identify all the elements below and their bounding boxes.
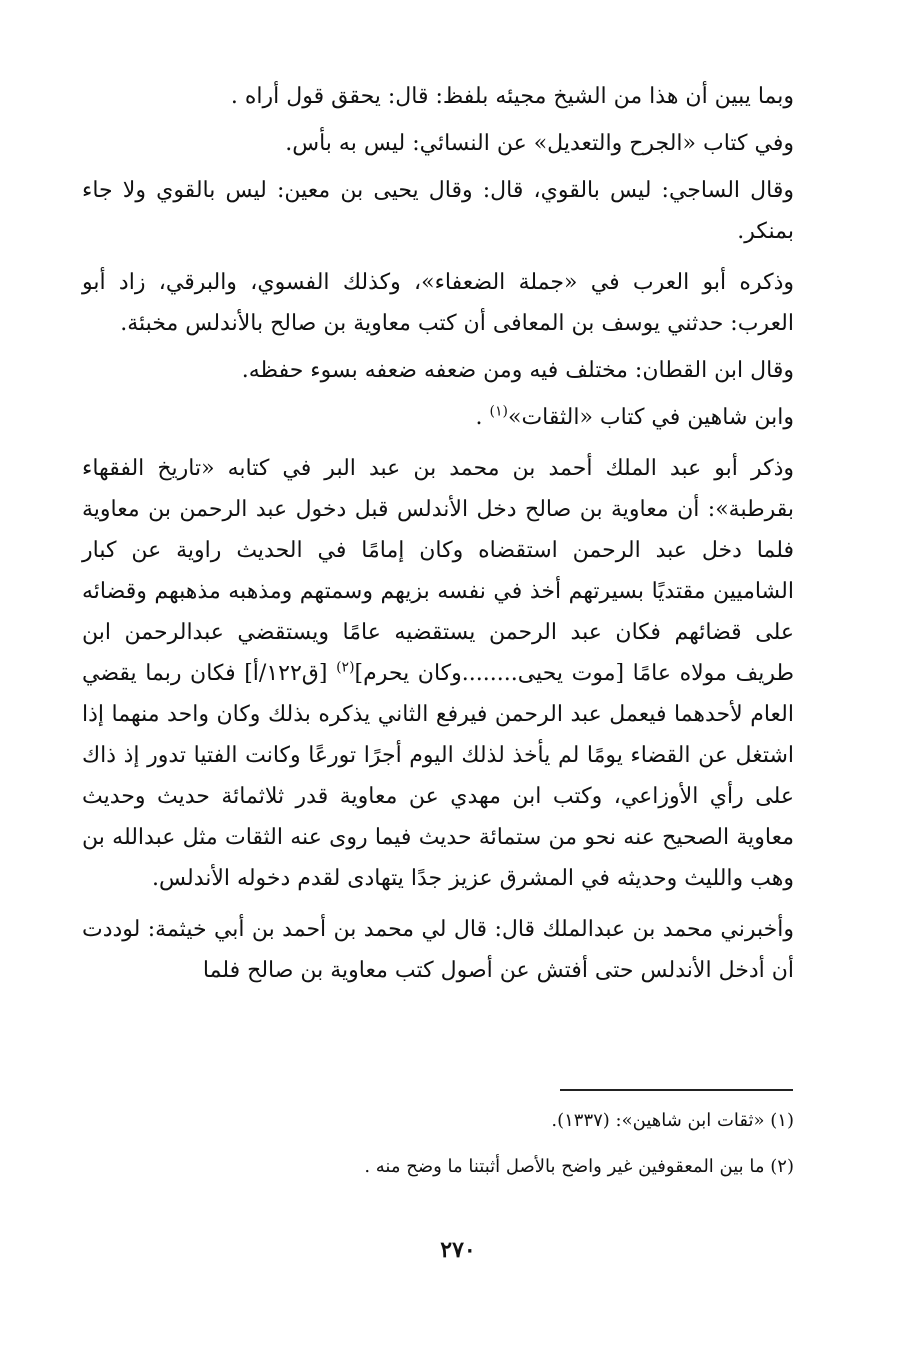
paragraph-7-continued: فكان ربما يقضي العام لأحدهما فيعمل عبد الرحمن فيرفع الثاني يذكره بذلك وكان واحد منهما إذا اشتغل عن القضاء يومًا لم يأخذ لذلك اليوم أجرًا تورعًا وكانت الفتيا تدور إذ ذاك على رأي الأوزاعي، وكتب ابن مهدي عن معاوية قدر ثلاثمائة حديث وحديث معاوية الصحيح عنه نحو من ستمائة حديث فيما روى عنه الثقات مثل عبدالله بن وهب والليث وحديثه في المشرق عزيز جدًا يتهادى لقدم دخوله الأندلس.	[82, 661, 794, 891]
paragraph-6	[82, 397, 794, 438]
paragraph-5: وقال ابن القطان: مختلف فيه ومن ضعفه ضعفه بسوء حفظه.	[241, 358, 794, 383]
footnote-1	[200, 1106, 794, 1136]
paragraph-4: وذكره أبو العرب في «جملة الضعفاء»، وكذلك الفسوي، والبرقي، زاد أبو العرب: حدثني يوسف بن المعافى أن كتب معاوية بن صالح بالأندلس مخبئة.	[82, 270, 794, 336]
paragraph-3: وقال الساجي: ليس بالقوي، قال: وقال يحيى بن معين: ليس بالقوي ولا جاء بمنكر.	[82, 178, 794, 244]
footnote-1-text: «ثقات ابن شاهين»: (١٣٣٧).	[551, 1110, 765, 1131]
footnote-2	[200, 1152, 794, 1182]
footnote-divider	[560, 1089, 793, 1091]
footnote-2-marker: (٢)	[770, 1156, 794, 1177]
footnote-2-text: ما بين المعقوفين غير واضح بالأصل أثبتنا ما وضح منه .	[364, 1156, 765, 1177]
paragraph-6-end: .	[475, 405, 483, 430]
manuscript-folio-mark: [ق١٢٢/أ]	[244, 661, 328, 686]
paragraph-2: وفي كتاب «الجرح والتعديل» عن النسائي: ليس به بأس.	[285, 131, 794, 156]
main-text	[82, 76, 794, 991]
footnote-1-marker: (١)	[770, 1110, 794, 1131]
paragraph-6-text: وابن شاهين في كتاب «الثقات»	[508, 405, 794, 430]
paragraph-1: وبما يبين أن هذا من الشيخ مجيئه بلفظ: قال: يحقق قول أراه .	[230, 84, 794, 109]
footnote-ref-2: (٢)	[336, 659, 355, 676]
footnote-ref-1: (١)	[489, 403, 508, 420]
paragraph-7-text: وذكر أبو عبد الملك أحمد بن محمد بن عبد البر في كتابه «تاريخ الفقهاء بقرطبة»: أن معاوية بن صالح دخل الأندلس قبل دخول عبد الرحمن بن معاوية فلما دخل عبد الرحمن استقضاه وكان إمامًا في الحديث راوية عن كبار الشاميين مقتديًا بسيرتهم أخذ في نفسه بزيهم وسمتهم ومذهبه مذهبهم وقضائه على قضائهم فكان عبد الرحمن يستقضيه عامًا ويستقضي عبدالرحمن ابن طريف مولاه عامًا [موت يحيى........وكان يحرم]	[82, 456, 795, 686]
paragraph-8: وأخبرني محمد بن عبدالملك قال: قال لي محمد بن أحمد بن أبي خيثمة: لوددت أن أدخل الأندلس حتى أفتش عن أصول كتب معاوية بن صالح فلما	[82, 917, 794, 983]
page-number: ٢٧٠	[440, 1237, 476, 1263]
paragraph-7	[82, 448, 794, 899]
